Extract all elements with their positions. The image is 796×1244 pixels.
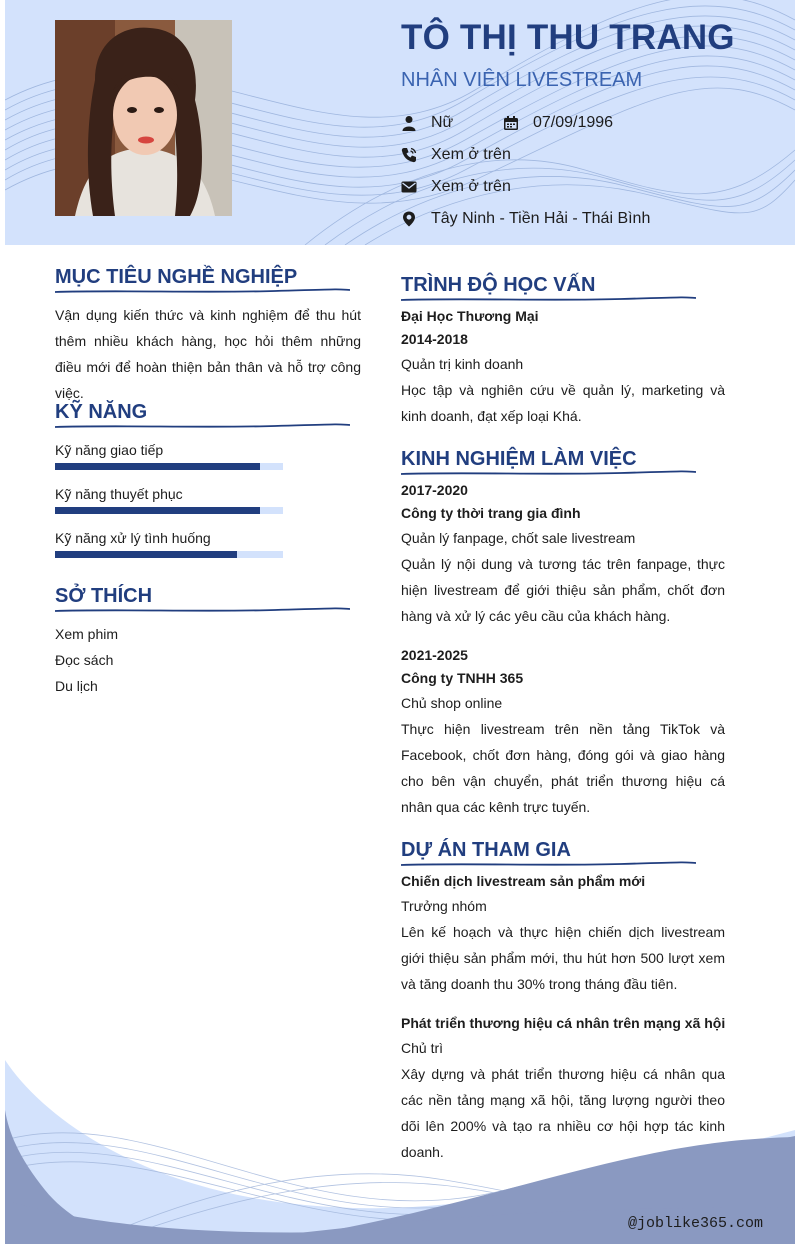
skill-bar-fill — [55, 463, 260, 470]
skill-label: Kỹ năng xử lý tình huống — [55, 530, 211, 546]
address-value: Tây Ninh - Tiền Hải - Thái Bình — [431, 210, 651, 227]
projects-underline — [401, 860, 696, 868]
skill-bar — [55, 551, 283, 558]
experience-role: Quản lý fanpage, chốt sale livestream — [401, 530, 636, 546]
experience-description: Thực hiện livestream trên nền tảng TikTok và Facebook, chốt đơn hàng, đóng gói và giao hàng cho bên vận chuyển, phát triển thương hiệu cá nhân qua các kênh trực tuyến. — [401, 721, 725, 815]
experience-company: Công ty thời trang gia đình — [401, 505, 581, 521]
skill-bar-fill — [55, 507, 260, 514]
hobby-item: Đọc sách — [55, 652, 114, 668]
experience-period: 2021-2025 — [401, 647, 468, 663]
skills-heading: KỸ NĂNG — [55, 401, 148, 423]
birthdate-value: 07/09/1996 — [533, 114, 614, 131]
phone-row — [401, 144, 511, 166]
skill-bar-fill — [55, 551, 237, 558]
project-role: Trưởng nhóm — [401, 898, 487, 914]
skill-label: Kỹ năng giao tiếp — [55, 442, 164, 458]
projects-heading: DỰ ÁN THAM GIA — [401, 839, 571, 861]
hobbies-underline — [55, 606, 350, 614]
email-row — [401, 176, 511, 198]
education-underline — [401, 295, 696, 303]
calendar-icon — [503, 115, 519, 131]
experience-role: Chủ shop online — [401, 695, 503, 711]
experience-description: Quản lý nội dung và tương tác trên fanpage, thực hiện livestream để giới thiệu sản phẩm, chốt đơn hàng và xử lý các yêu cầu của khách hàng. — [401, 556, 725, 624]
envelope-icon — [401, 179, 417, 195]
project-name: Phát triển thương hiệu cá nhân trên mạng xã hội — [401, 1015, 726, 1031]
objective-underline — [55, 287, 350, 295]
hobbies-heading: SỞ THÍCH — [55, 585, 153, 607]
education-school: Đại Học Thương Mại — [401, 308, 539, 324]
project-description: Xây dựng và phát triển thương hiệu cá nhân qua các nền tảng mạng xã hội, tăng lượng người theo dõi lên 200% và tạo ra nhiều cơ hội hợp tác kinh doanh. — [401, 1066, 725, 1160]
location-pin-icon — [401, 211, 417, 227]
education-heading: TRÌNH ĐỘ HỌC VẤN — [401, 274, 596, 296]
project-role: Chủ trì — [401, 1040, 444, 1056]
phone-value: Xem ở trên — [431, 146, 511, 163]
education-description: Học tập và nghiên cứu về quản lý, marketing và kinh doanh, đạt xếp loại Khá. — [401, 382, 725, 424]
education-years: 2014-2018 — [401, 331, 468, 347]
website-watermark: @joblike365.com — [627, 1215, 763, 1232]
skill-bar — [55, 507, 283, 514]
experience-heading: KINH NGHIỆM LÀM VIỆC — [401, 448, 637, 470]
experience-underline — [401, 469, 696, 477]
hobby-item: Xem phim — [55, 626, 119, 642]
project-name: Chiến dịch livestream sản phẩm mới — [401, 873, 646, 889]
profile-photo — [55, 20, 232, 216]
address-row — [401, 208, 650, 230]
experience-company: Công ty TNHH 365 — [401, 670, 524, 686]
hobby-item: Du lịch — [55, 678, 98, 694]
phone-icon — [401, 147, 417, 163]
experience-period: 2017-2020 — [401, 482, 468, 498]
email-value: Xem ở trên — [431, 178, 511, 195]
person-icon — [401, 115, 417, 131]
gender-row — [401, 112, 453, 134]
birthdate-row — [503, 112, 613, 134]
skill-label: Kỹ năng thuyết phục — [55, 486, 183, 502]
project-description: Lên kế hoạch và thực hiện chiến dịch livestream giới thiệu sản phẩm mới, thu hút hơn 500 lượt xem và tăng doanh thu 30% trong tháng đầu tiên. — [401, 924, 725, 992]
education-major: Quản trị kinh doanh — [401, 356, 524, 372]
gender-value: Nữ — [431, 114, 454, 131]
objective-heading: MỤC TIÊU NGHỀ NGHIỆP — [55, 266, 298, 288]
skills-underline — [55, 422, 350, 430]
candidate-name: TÔ THỊ THU TRANG — [401, 18, 735, 57]
cv-page — [5, 0, 795, 1244]
bottom-wave-decoration — [5, 1040, 795, 1244]
job-title: NHÂN VIÊN LIVESTREAM — [401, 69, 643, 91]
skill-bar — [55, 463, 283, 470]
objective-text: Vận dụng kiến thức và kinh nghiệm để thu hút thêm nhiều khách hàng, học hỏi thêm những điều mới để hoàn thiện bản thân và hỗ trợ công việc. — [55, 307, 361, 401]
header-banner — [5, 0, 795, 245]
